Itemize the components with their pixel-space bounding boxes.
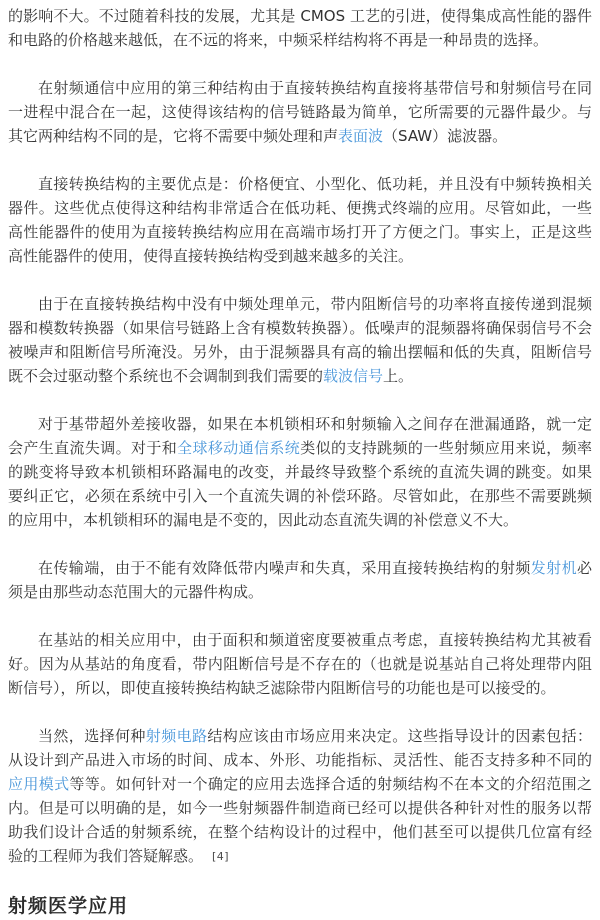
inline-link[interactable]: 发射机 xyxy=(530,559,577,577)
paragraph: 直接转换结构的主要优点是：价格便宜、小型化、低功耗，并且没有中频转换相关器件。这些优点使得这种结构非常适合在低功耗、便携式终端的应用。尽管如此，一些高性能器件的使用为直接转换结构应用在高端市场打开了方便之门。事实上，正是这些高性能器件的使用，使得直接转换结构受到越来越多的关注。 xyxy=(8,175,592,265)
inline-link[interactable]: 表面波 xyxy=(338,127,384,145)
inline-link[interactable]: 应用模式 xyxy=(8,775,70,793)
citation-ref[interactable]: [4] xyxy=(212,850,230,863)
paragraph: 的影响不大。不过随着科技的发展，尤其是 CMOS 工艺的引进，使得集成高性能的器件和电路的价格越来越低，在不远的将来，中频采样结构将不再是一种昂贵的选择。 xyxy=(8,7,592,49)
inline-link[interactable]: 载波信号 xyxy=(323,367,384,385)
paragraph-list xyxy=(8,4,592,869)
paragraph: 在射频通信中应用的第三种结构由于直接转换结构直接将基带信号和射频信号在同一进程中混合在一起，这使得该结构的信号链路最为简单，它所需要的元器件最少。与其它两种结构不同的是，它将不需要中频处理和声表面波（SAW）滤波器。 xyxy=(8,79,592,145)
paragraph: 在基站的相关应用中，由于面积和频道密度要被重点考虑，直接转换结构尤其被看好。因为从基站的角度看，带内阻断信号是不存在的（也就是说基站自己将处理带内阻断信号），所以，即使直接转换结构缺乏滤除带内阻断信号的功能也是可以接受的。 xyxy=(8,631,592,697)
paragraph: 在传输端，由于不能有效降低带内噪声和失真，采用直接转换结构的射频发射机必须是由那些动态范围大的元器件构成。 xyxy=(8,559,592,601)
paragraph: 对于基带超外差接收器，如果在本机锁相环和射频输入之间存在泄漏通路，就一定会产生直流失调。对于和全球移动通信系统类似的支持跳频的一些射频应用来说，频率的跳变将导致本机锁相环路漏电的改变，并最终导致整个系统的直流失调的跳变。如果要纠正它，必须在系统中引入一个直流失调的补偿环路。尽管如此，在那些不需要跳频的应用中，本机锁相环的漏电是不变的，因此动态直流失调的补偿意义不大。 xyxy=(8,415,592,529)
section-heading: 射频医学应用 xyxy=(8,895,129,917)
article-body xyxy=(8,4,592,919)
paragraph: 当然，选择何种射频电路结构应该由市场应用来决定。这些指导设计的因素包括：从设计到产品进入市场的时间、成本、外形、功能指标、灵活性、能否支持多种不同的应用模式等等。如何针对一个确定的应用去选择合适的射频结构不在本文的介绍范围之内。但是可以明确的是，如今一些射频器件制造商已经可以提供各种针对性的服务以帮助我们设计合适的射频系统，在整个结构设计的过程中，他们甚至可以提供几位富有经验的工程师为我们答疑解惑。 [4] xyxy=(8,727,592,865)
inline-link[interactable]: 射频电路 xyxy=(145,727,208,745)
inline-link[interactable]: 全球移动通信系统 xyxy=(177,439,301,457)
paragraph: 由于在直接转换结构中没有中频处理单元，带内阻断信号的功率将直接传递到混频器和模数转换器（如果信号链路上含有模数转换器）。低噪声的混频器将确保弱信号不会被噪声和阻断信号所淹没。另外，由于混频器具有高的输出摆幅和低的失真，阻断信号既不会过驱动整个系统也不会调制到我们需要的载波信号上。 xyxy=(8,295,592,385)
